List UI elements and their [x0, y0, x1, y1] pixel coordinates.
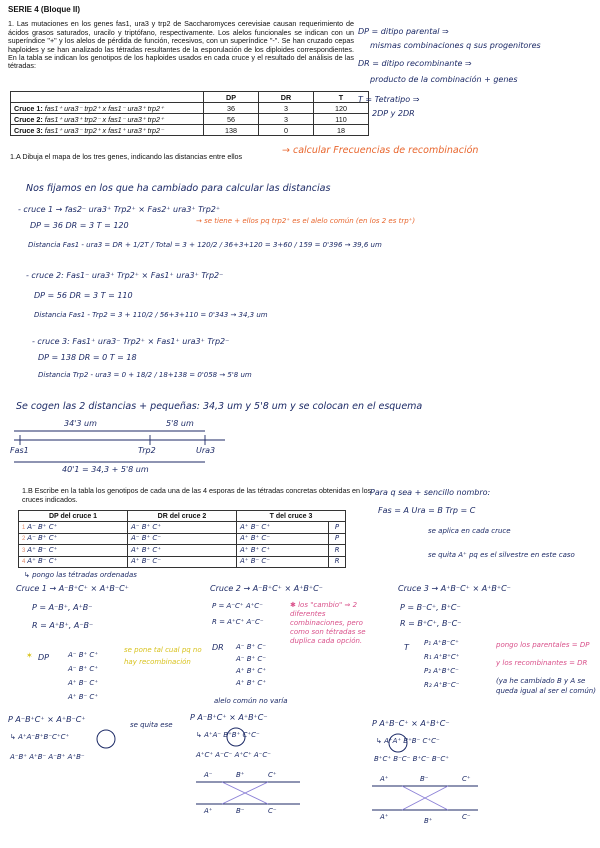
deriv1-products: A⁻B⁺ A⁺B⁻ A⁻B⁺ A⁺B⁻	[10, 753, 85, 761]
note-take-smallest: Se cogen las 2 distancias + pequeñas: 34,3 um y 5'8 um y se colocan en el esquema	[16, 401, 423, 412]
deriv1: P A⁻B⁺C⁺ × A⁺B⁻C⁺	[8, 715, 86, 724]
label-dr: DR	[212, 643, 224, 652]
spore-genotype: A⁺ B⁻ C⁺	[27, 545, 58, 554]
note-cross2: - cruce 2: Fas1⁻ ura3⁺ Trp2⁺ × Fas1⁺ ura3⁺ Trp2⁻	[26, 271, 224, 280]
note-cr2-recomb: R = A⁺C⁺ A⁻C⁻	[212, 618, 264, 626]
dr-value: 0	[259, 125, 314, 136]
cross2-allele: C⁻	[462, 813, 471, 821]
cross-genotype: fas1⁺ ura3⁻ trp2⁺ x fas1⁺ ura3⁺ trp2⁻	[44, 125, 164, 135]
row-number: 1	[22, 525, 26, 532]
spore-genotype: A⁺ B⁻ C⁻	[240, 557, 271, 566]
deriv3-products: B⁺C⁺ B⁻C⁻ B⁺C⁻ B⁻C⁺	[374, 755, 449, 763]
note-cross2-counts: DP = 56 DR = 3 T = 110	[34, 291, 133, 300]
map-gene-fas1: Fas1	[10, 446, 29, 455]
map-dist-trp-ura: 5'8 um	[166, 419, 194, 428]
note-t-meaning: 2DP y 2DR	[372, 109, 415, 118]
note-t-parentals: pongo los parentales = DP	[496, 641, 590, 649]
series-title: SERIE 4 (Bloque II)	[8, 5, 81, 14]
dr-spore: A⁻ B⁺ C⁻	[236, 655, 267, 663]
cross1-allele: C⁺	[268, 771, 277, 779]
dp-spore: A⁻ B⁺ C⁺	[68, 651, 99, 659]
note-cr3-recomb: R = B⁺C⁺, B⁻C⁻	[400, 619, 462, 628]
deriv2: P A⁻B⁺C⁺ × A⁺B⁺C⁻	[190, 713, 268, 722]
note-cross1-counts: DP = 36 DR = 3 T = 120	[30, 221, 129, 230]
note-cr1-parental: P = A⁻B⁺, A⁺B⁻	[32, 603, 93, 612]
cross-label: Cruce 2:	[14, 114, 43, 124]
dr-value: 3	[259, 103, 314, 114]
cross-genotype: fas1⁺ ura3⁺ trp2⁻ x fas1⁻ ura3⁺ trp2⁺	[44, 114, 164, 124]
cross-label: Cruce 1:	[14, 103, 43, 113]
note-dp-as-is: se pone tal cual pq no hay recombinación	[124, 646, 202, 666]
cross2-allele: C⁺	[462, 775, 471, 783]
note-dp-def: DP = ditipo parental ⇒	[358, 27, 449, 36]
cross-genotype: fas1⁺ ura3⁻ trp2⁺ x fas1⁻ ura3⁺ trp2⁺	[44, 103, 164, 113]
row-number: 3	[22, 547, 26, 554]
spore-genotype: A⁺ B⁻ C⁻	[131, 557, 162, 566]
circled-allele	[389, 734, 407, 752]
results-header-t: T	[314, 92, 369, 103]
note-dp-meaning: mismas combinaciones q sus progenitores	[370, 41, 541, 50]
note-cr2-parental: P = A⁻C⁺ A⁺C⁻	[212, 602, 263, 610]
star-icon: ✶	[26, 651, 33, 660]
deriv1-remove: se quita ese	[130, 721, 173, 729]
t-value: 120	[314, 103, 369, 114]
spore-class: P	[334, 534, 340, 543]
t-spore: R₁ A⁺B⁺C⁺	[424, 653, 460, 661]
note-cr2: Cruce 2 → A⁻B⁺C⁺ × A⁺B⁺C⁻	[210, 584, 323, 593]
spore-genotype: A⁻ B⁺ C⁺	[27, 534, 58, 543]
cross2-allele: A⁺	[380, 775, 389, 783]
note-dr-meaning: producto de la combinación + genes	[370, 75, 518, 84]
deriv3-gametes: ↳ A⁺A⁺ B⁺B⁻ C⁺C⁻	[376, 737, 440, 745]
note-cross3: - cruce 3: Fas1⁺ ura3⁻ Trp2⁺ × Fas1⁺ ura3⁺ Trp2⁻	[32, 337, 230, 346]
map-dist-fas-trp: 34'3 um	[64, 419, 97, 428]
t-spore: P₂ A⁺B⁺C⁻	[424, 667, 459, 675]
tetrad-header-t: T del cruce 3	[237, 511, 346, 522]
cross1-allele: C⁻	[268, 807, 277, 815]
dp-spore: A⁺ B⁻ C⁺	[68, 693, 99, 701]
dp-spore: A⁻ B⁺ C⁺	[68, 665, 99, 673]
t-spore: R₂ A⁺B⁻C⁻	[424, 681, 460, 689]
spore-genotype: A⁺ B⁺ C⁺	[131, 545, 162, 554]
problem-text: 1. Las mutaciones en los genes fas1, ura3 y trp2 de Saccharomyces cerevisiae causan requerimiento de ácidos grasos saturados, uracilo y triptófano, respectivamente. Los alelos funcionales se indican con un superíndice "+" y los alelos de pérdida de función, recesivos, con un superíndice "-". Se han cruzado cepas haploides y se han analizado las tétradas resultantes de la esporulación de los diploides correspondientes. En la tabla se indican los genotipos de los haploides usados en cada cruce y el resultado del análisis de las tétradas:	[8, 19, 354, 71]
note-cross1-common: → se tiene + ellos pq trp2⁺ es el alelo común (en los 2 es trp⁺)	[196, 217, 416, 225]
spore-class: R	[334, 557, 340, 566]
deriv2-products: A⁺C⁺ A⁻C⁻ A⁺C⁺ A⁻C⁻	[196, 751, 271, 759]
row-number: 4	[22, 559, 26, 566]
note-ordered-tetrads: ↳ pongo las tétradas ordenadas	[24, 571, 137, 579]
t-spore: P₁ A⁺B⁻C⁺	[424, 639, 459, 647]
t-value: 110	[314, 114, 369, 125]
note-t-def: T = Tetratipo ⇒	[358, 95, 420, 104]
note-calc-freq: → calcular Frecuencias de recombinación	[282, 145, 479, 156]
tetrad-header-dr: DR del cruce 2	[128, 511, 237, 522]
dp-value: 56	[204, 114, 259, 125]
note-t-unchanged: (ya he cambiado B y A se queda igual al ser el común)	[496, 677, 596, 695]
spore-genotype: A⁺ B⁻ C⁺	[27, 557, 58, 566]
spore-genotype: A⁻ B⁺ C⁺	[27, 523, 58, 532]
note-t-recombinants: y los recombinantes = DR	[496, 659, 588, 667]
note-cr3-parental: P = B⁻C⁺, B⁺C⁻	[400, 603, 461, 612]
note-cr1-recomb: R = A⁺B⁺, A⁻B⁻	[32, 621, 94, 630]
tetrad-header-dp: DP del cruce 1	[19, 511, 128, 522]
circled-allele	[97, 730, 115, 748]
note-cross2-distance: Distancia Fas1 - Trp2 = 3 + 110/2 / 56+3+110 = 0'343 → 34,3 um	[34, 311, 268, 319]
note-cross3-distance: Distancia Trp2 - ura3 = 0 + 18/2 / 18+138 = 0'058 → 5'8 um	[38, 371, 252, 379]
deriv3: P A⁺B⁻C⁺ × A⁺B⁺C⁻	[372, 719, 450, 728]
cross-label: Cruce 3:	[14, 125, 43, 135]
cross2-allele: B⁺	[424, 817, 433, 825]
note-cross3-counts: DP = 138 DR = 0 T = 18	[38, 353, 137, 362]
t-value: 18	[314, 125, 369, 136]
spore-genotype: A⁻ B⁺ C⁻	[131, 534, 162, 543]
dr-spore: A⁺ B⁺ C⁺	[236, 667, 267, 675]
spore-genotype: A⁺ B⁺ C⁺	[240, 545, 271, 554]
cross1-allele: B⁻	[236, 807, 245, 815]
note-remove-a: se quita A⁺ pq es el silvestre en este caso	[428, 551, 575, 559]
circled-allele	[227, 728, 245, 746]
deriv2-gametes: ↳ A⁺A⁻ B⁺B⁺ C⁺C⁻	[196, 731, 260, 739]
dp-value: 138	[204, 125, 259, 136]
note-letters: Fas = A Ura = B Trp = C	[378, 506, 476, 515]
dp-spore: A⁺ B⁻ C⁺	[68, 679, 99, 687]
spore-class: R	[334, 545, 340, 554]
question-1b: 1.B Escribe en la tabla los genotipos de cada una de las 4 esporas de las tétradas concretas obtenidas en los cruces indicados.	[22, 486, 372, 504]
note-naming: Para q sea + sencillo nombro:	[370, 488, 491, 497]
map-gene-ura3: Ura3	[196, 446, 216, 455]
deriv2-title: alelo común no varía	[214, 697, 288, 705]
label-t: T	[404, 643, 409, 652]
results-header-dr: DR	[259, 92, 314, 103]
note-cr1: Cruce 1 → A⁻B⁺C⁺ × A⁺B⁻C⁺	[16, 584, 129, 593]
dr-spore: A⁻ B⁺ C⁻	[236, 643, 267, 651]
note-cr3: Cruce 3 → A⁺B⁻C⁺ × A⁺B⁺C⁻	[398, 584, 511, 593]
note-dr-def: DR = ditipo recombinante ⇒	[358, 59, 472, 68]
label-dp: DP	[38, 653, 49, 662]
dp-value: 36	[204, 103, 259, 114]
cross1-allele: A⁺	[204, 807, 213, 815]
note-cross1: - cruce 1 → fas2⁻ ura3⁺ Trp2⁺ × Fas2⁺ ura3⁺ Trp2⁺	[18, 205, 221, 214]
spore-class: P	[334, 523, 340, 532]
row-number: 2	[22, 536, 26, 543]
cross1-allele: A⁻	[204, 771, 213, 779]
cross2-allele: A⁺	[380, 813, 389, 821]
dr-spore: A⁺ B⁺ C⁺	[236, 679, 267, 687]
note-intro: Nos fijamos en los que ha cambiado para calcular las distancias	[26, 183, 331, 194]
note-applies: se aplica en cada cruce	[428, 527, 511, 535]
deriv1-gametes: ↳ A⁺A⁻B⁺B⁻C⁺C⁺	[10, 733, 70, 741]
cross2-allele: B⁻	[420, 775, 429, 783]
cross1-allele: B⁺	[236, 771, 245, 779]
results-header-dp: DP	[204, 92, 259, 103]
question-1a: 1.A Dibuja el mapa de los tres genes, indicando las distancias entre ellos	[10, 152, 243, 161]
note-cr2-star: ✱ los "cambio" ⇒ 2 diferentes combinaciones, pero como son tétradas se duplica cada opción.	[290, 601, 366, 645]
note-cross1-distance: Distancia Fas1 - ura3 = DR + 1/2T / Total = 3 + 120/2 / 36+3+120 = 3+60 / 159 = 0'396 → 39,6 um	[28, 241, 382, 249]
spore-genotype: A⁻ B⁺ C⁺	[131, 523, 162, 532]
map-gene-trp2: Trp2	[138, 446, 156, 455]
spore-genotype: A⁺ B⁺ C⁻	[240, 534, 271, 543]
map-total-distance: 40'1 = 34,3 + 5'8 um	[62, 465, 149, 474]
spore-genotype: A⁺ B⁻ C⁺	[240, 523, 271, 532]
dr-value: 3	[259, 114, 314, 125]
